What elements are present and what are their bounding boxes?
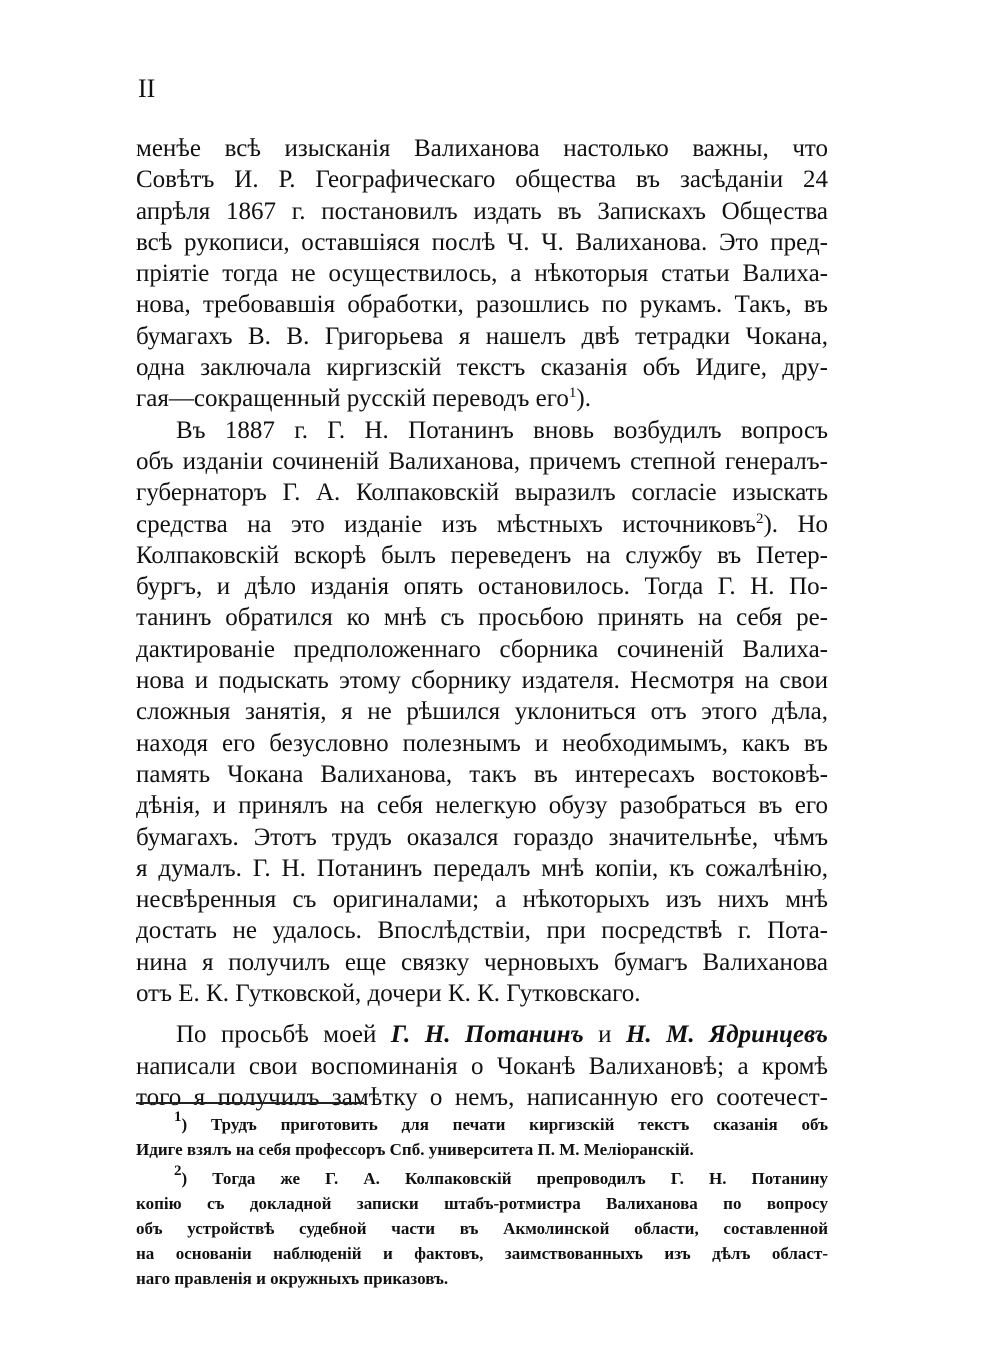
text-line <box>136 696 828 727</box>
footnote-marker: 2 <box>755 510 764 527</box>
footnote-text: наго правленія и окружныхъ приказовъ. <box>136 1269 449 1288</box>
text-segment: По просьбѣ моей <box>176 1021 391 1049</box>
footnote-line <box>136 1109 829 1137</box>
line-text: Совѣтъ И. Р. Географическаго общества въ засѣданіи 24 <box>136 166 828 194</box>
author-name: Н. М. Ядринцевъ <box>625 1021 828 1049</box>
line-text: бургъ, и дѣло изданія опять остановилось. Тогда Г. Н. По- <box>136 573 828 601</box>
line-text: дактированіе предположеннаго сборника сочиненій Валиха- <box>136 635 828 663</box>
line-text: Въ 1887 г. Г. Н. Потанинъ вновь возбудилъ вопросъ <box>176 416 828 444</box>
text-line <box>136 790 828 821</box>
line-text: дѣнія, и принялъ на себя нелегкую обузу разобраться въ его <box>136 792 828 820</box>
line-text: нова, требовавшія обработки, разошлись по рукамъ. Такъ, въ <box>136 291 828 319</box>
line-text: отъ Е. К. Гутковской, дочери К. К. Гутковскаго. <box>136 980 641 1008</box>
footnote-line <box>136 1163 828 1191</box>
line-text: память Чокана Валиханова, такъ въ интересахъ востоковѣ- <box>136 760 828 788</box>
footnote-marker: 1 <box>568 385 577 402</box>
line-text: нина я получилъ еще связку черновыхъ бумагъ Валиханова <box>136 948 828 976</box>
line-text-after: ). Но <box>763 510 828 538</box>
text-line <box>136 602 828 633</box>
footnote-paren: ) <box>181 1169 213 1188</box>
text-line <box>136 133 828 164</box>
text-line <box>136 1019 828 1050</box>
page-number: II <box>138 74 156 103</box>
line-text: бумагахъ В. В. Григорьева я нашелъ двѣ тетрадки Чокана, <box>136 322 828 350</box>
line-text: сложныя занятія, я не рѣшился уклониться отъ этого дѣла, <box>136 698 828 726</box>
line-text: я думалъ. Г. Н. Потанинъ передалъ мнѣ копіи, къ сожалѣнію, <box>136 854 828 882</box>
text-line <box>136 884 828 915</box>
footnote-line <box>136 1266 828 1291</box>
text-line <box>136 289 828 320</box>
line-text: губернаторъ Г. А. Колпаковскій выразилъ согласіе изыскать <box>136 479 828 507</box>
footnote-paren: ) <box>181 1115 211 1134</box>
author-name: Г. Н. Потанинъ <box>390 1021 584 1049</box>
text-line <box>136 822 828 853</box>
line-text: того я получилъ замѣтку о немъ, написанную его соотечест- <box>136 1083 828 1111</box>
footnotes <box>136 1109 829 1291</box>
line-text: бумагахъ. Этотъ трудъ оказался гораздо значительнѣе, чѣмъ <box>136 823 828 851</box>
line-text: одна заключала киргизскій текстъ сказанія объ Идиге, дру- <box>136 354 828 382</box>
text-line <box>136 540 828 571</box>
footnote-text: объ устройствѣ судебной части въ Акмолинской области, составленной <box>136 1219 828 1238</box>
line-text: апрѣля 1867 г. постановилъ издать въ Запискахъ Общества <box>136 197 828 225</box>
line-text: гая—сокращенный русскій переводъ его <box>136 385 569 413</box>
line-text: Колпаковскій вскорѣ былъ переведенъ на службу въ Петер- <box>136 541 828 569</box>
text-line <box>136 1051 828 1082</box>
footnote-line <box>136 1137 828 1162</box>
text-line <box>136 196 828 227</box>
text-line <box>136 477 828 508</box>
footnote-line <box>136 1191 828 1216</box>
line-text: несвѣренныя съ оригиналами; а нѣкоторыхъ изъ нихъ мнѣ <box>136 886 828 914</box>
footnote-text: Тогда же Г. А. Колпаковскій препроводилъ Г. Н. Потанину <box>212 1169 828 1188</box>
text-line <box>136 446 828 477</box>
text-line <box>136 728 828 759</box>
text-line <box>136 759 828 790</box>
text-line <box>136 321 828 352</box>
line-text: объ изданіи сочиненій Валиханова, причемъ степной генералъ- <box>136 447 828 475</box>
text-line <box>136 665 828 696</box>
text-line <box>136 853 828 884</box>
footnote-text: Трудъ приготовить для печати киргизскій текстъ сказанія объ <box>210 1115 829 1134</box>
footnote-line <box>136 1241 828 1266</box>
text-line <box>136 352 828 383</box>
footnote-number: 2 <box>174 1163 182 1179</box>
text-line <box>136 915 828 946</box>
line-text: всѣ рукописи, оставшіяся послѣ Ч. Ч. Валиханова. Это пред- <box>136 228 828 256</box>
text-line <box>136 509 828 540</box>
footnote-line <box>136 1216 828 1241</box>
line-text: танинъ обратился ко мнѣ съ просьбою принять на себя ре- <box>136 604 828 632</box>
line-text-after: ). <box>576 385 591 413</box>
line-text: нова и подыскать этому сборнику издателя. Несмотря на свои <box>136 667 828 695</box>
footnote-text: на основаніи наблюденій и фактовъ, заимствованныхъ изъ дѣлъ област- <box>136 1244 828 1263</box>
text-segment: и <box>583 1021 626 1049</box>
text-line <box>136 1082 828 1113</box>
footnote-separator <box>136 1102 364 1104</box>
main-text <box>136 133 828 1113</box>
line-text: находя его безусловно полезнымъ и необходимымъ, какъ въ <box>136 729 828 757</box>
text-line <box>136 571 828 602</box>
text-line <box>136 415 828 446</box>
text-line <box>136 258 828 289</box>
text-line <box>136 227 828 258</box>
text-line <box>136 164 828 195</box>
footnote-text: копію съ докладной записки штабъ-ротмистра Валиханова по вопросу <box>136 1194 828 1213</box>
text-line <box>136 383 828 414</box>
footnote-number: 1 <box>174 1109 182 1125</box>
line-text: пріятіе тогда не осуществилось, а нѣкоторыя статьи Валиха- <box>136 260 828 288</box>
line-text: менѣе всѣ изысканія Валиханова настолько важны, что <box>136 135 828 162</box>
text-line <box>136 634 828 665</box>
line-text: достать не удалось. Впослѣдствіи, при посредствѣ г. Пота- <box>136 917 828 945</box>
footnote-text: Идиге взялъ на себя профессоръ Спб. университета П. М. Меліоранскій. <box>136 1140 694 1159</box>
line-text: средства на это изданіе изъ мѣстныхъ источниковъ <box>136 510 756 538</box>
text-line <box>136 947 828 978</box>
line-text: написали свои воспоминанія о Чоканѣ Валихановѣ; а кромѣ <box>136 1052 828 1080</box>
text-line <box>136 978 828 1009</box>
